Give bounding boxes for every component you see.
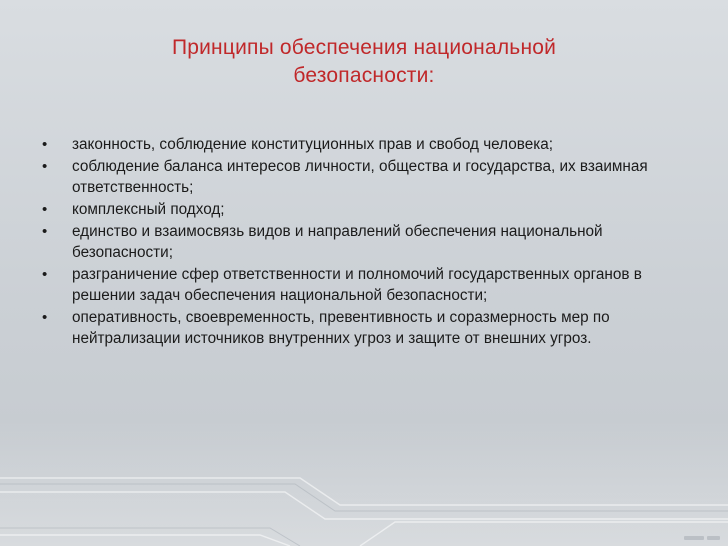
list-item-text: соблюдение баланса интересов личности, общества и государства, их взаимная ответственность;	[72, 157, 648, 197]
list-item-text: оперативность, своевременность, превентивность и соразмерность мер по нейтрализации источников внутренних угроз и защите от внешних угроз.	[72, 308, 610, 348]
bullet-icon: •	[42, 136, 48, 153]
principles-list	[42, 134, 692, 350]
list-item	[42, 264, 692, 307]
bullet-icon: •	[42, 265, 48, 283]
list-item-text: разграничение сфер ответственности и полномочий государственных органов в решении задач обеспечения национальной безопасности;	[72, 265, 642, 305]
bullet-icon: •	[42, 308, 48, 326]
bullet-icon: •	[42, 157, 48, 175]
list-item	[42, 307, 692, 350]
list-item	[42, 221, 692, 264]
list-item	[42, 199, 692, 220]
list-item-text: законность, соблюдение конституционных прав и свобод человека;	[72, 136, 554, 153]
slide-title-line-2: безопасности:	[293, 64, 435, 87]
slide-title	[110, 34, 618, 90]
watermark-logo	[684, 534, 720, 542]
list-item-text: комплексный подход;	[72, 200, 225, 218]
list-item	[42, 156, 692, 199]
bullet-icon: •	[42, 200, 48, 218]
bullet-icon: •	[42, 222, 48, 240]
slide-title-line-1: Принципы обеспечения национальной	[171, 36, 557, 59]
list-item	[42, 134, 692, 155]
list-item-text: единство и взаимосвязь видов и направлений обеспечения национальной безопасности;	[72, 222, 603, 261]
